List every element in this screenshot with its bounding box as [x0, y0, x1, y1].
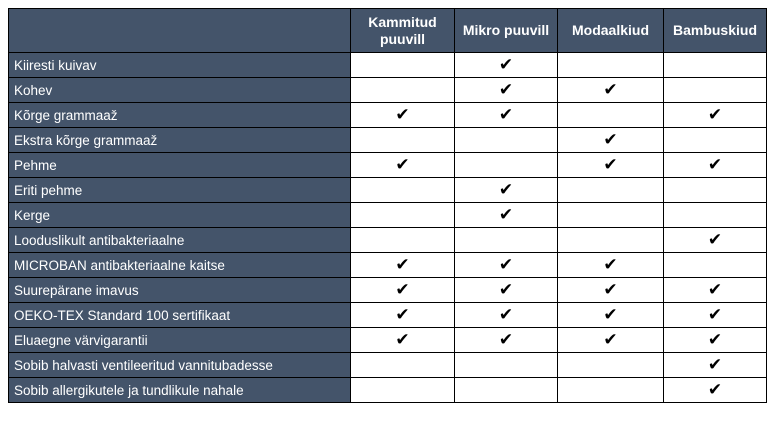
- row-label: Kõrge grammaaž: [9, 103, 351, 128]
- row-label: Looduslikult antibakteriaalne: [9, 228, 351, 253]
- column-header: Kammitud puuvill: [351, 9, 455, 53]
- checkmark-cell: [558, 328, 664, 353]
- checkmark-icon: ✔: [603, 280, 618, 300]
- empty-cell: [558, 378, 664, 403]
- row-label: Kerge: [9, 203, 351, 228]
- checkmark-icon: ✔: [498, 330, 514, 350]
- checkmark-cell: [351, 103, 455, 128]
- checkmark-icon: ✔: [707, 355, 723, 375]
- checkmark-icon: ✔: [603, 155, 618, 175]
- checkmark-cell: [558, 128, 664, 153]
- checkmark-icon: ✔: [395, 280, 410, 300]
- checkmark-cell: [351, 328, 455, 353]
- checkmark-icon: ✔: [707, 230, 723, 250]
- checkmark-cell: [455, 203, 558, 228]
- empty-cell: [455, 228, 558, 253]
- column-header: Bambuskiud: [664, 9, 767, 53]
- row-label: Suurepärane imavus: [9, 278, 351, 303]
- table-row: [9, 228, 767, 253]
- checkmark-cell: [558, 253, 664, 278]
- checkmark-icon: ✔: [498, 280, 514, 300]
- checkmark-icon: ✔: [603, 255, 618, 275]
- checkmark-cell: [558, 78, 664, 103]
- table-body: [9, 53, 767, 403]
- checkmark-icon: ✔: [603, 305, 618, 325]
- row-label: Sobib halvasti ventileeritud vannitubadesse: [9, 353, 351, 378]
- checkmark-icon: ✔: [498, 255, 514, 275]
- checkmark-cell: [664, 303, 767, 328]
- checkmark-cell: [455, 53, 558, 78]
- checkmark-cell: [455, 253, 558, 278]
- table-row: [9, 78, 767, 103]
- column-header: Modaalkiud: [558, 9, 664, 53]
- checkmark-cell: [455, 278, 558, 303]
- empty-cell: [351, 178, 455, 203]
- empty-cell: [455, 128, 558, 153]
- comparison-table-container: [8, 8, 767, 403]
- checkmark-icon: ✔: [707, 330, 723, 350]
- table-row: [9, 203, 767, 228]
- checkmark-icon: ✔: [498, 205, 514, 225]
- checkmark-icon: ✔: [395, 330, 410, 350]
- checkmark-cell: [455, 178, 558, 203]
- table-header-row: [9, 9, 767, 53]
- empty-cell: [664, 253, 767, 278]
- row-label: Kiiresti kuivav: [9, 53, 351, 78]
- row-label: MICROBAN antibakteriaalne kaitse: [9, 253, 351, 278]
- checkmark-cell: [664, 103, 767, 128]
- empty-cell: [558, 53, 664, 78]
- table-row: [9, 278, 767, 303]
- checkmark-cell: [351, 278, 455, 303]
- checkmark-icon: ✔: [498, 180, 514, 200]
- table-row: [9, 153, 767, 178]
- row-label: Sobib allergikutele ja tundlikule nahale: [9, 378, 351, 403]
- table-corner-cell: [9, 9, 351, 53]
- row-label: OEKO-TEX Standard 100 sertifikaat: [9, 303, 351, 328]
- empty-cell: [351, 353, 455, 378]
- comparison-table: [8, 8, 767, 403]
- empty-cell: [351, 203, 455, 228]
- checkmark-icon: ✔: [707, 305, 723, 325]
- table-row: [9, 128, 767, 153]
- empty-cell: [351, 78, 455, 103]
- empty-cell: [351, 128, 455, 153]
- empty-cell: [664, 78, 767, 103]
- table-row: [9, 328, 767, 353]
- checkmark-icon: ✔: [603, 330, 618, 350]
- checkmark-cell: [455, 78, 558, 103]
- checkmark-cell: [664, 378, 767, 403]
- checkmark-cell: [455, 328, 558, 353]
- table-row: [9, 53, 767, 78]
- table-row: [9, 303, 767, 328]
- checkmark-icon: ✔: [498, 105, 514, 125]
- checkmark-icon: ✔: [498, 80, 514, 100]
- checkmark-cell: [664, 153, 767, 178]
- checkmark-cell: [455, 303, 558, 328]
- checkmark-cell: [664, 353, 767, 378]
- checkmark-cell: [664, 278, 767, 303]
- empty-cell: [664, 203, 767, 228]
- empty-cell: [558, 178, 664, 203]
- checkmark-cell: [351, 153, 455, 178]
- checkmark-icon: ✔: [707, 280, 723, 300]
- empty-cell: [664, 178, 767, 203]
- checkmark-cell: [664, 328, 767, 353]
- checkmark-cell: [351, 253, 455, 278]
- checkmark-icon: ✔: [707, 380, 723, 400]
- checkmark-icon: ✔: [707, 155, 723, 175]
- empty-cell: [351, 228, 455, 253]
- checkmark-cell: [558, 153, 664, 178]
- checkmark-icon: ✔: [395, 155, 410, 175]
- row-label: Ekstra kõrge grammaaž: [9, 128, 351, 153]
- empty-cell: [558, 353, 664, 378]
- row-label: Eluaegne värvigarantii: [9, 328, 351, 353]
- table-row: [9, 353, 767, 378]
- table-row: [9, 253, 767, 278]
- empty-cell: [558, 228, 664, 253]
- table-row: [9, 103, 767, 128]
- row-label: Pehme: [9, 153, 351, 178]
- checkmark-icon: ✔: [707, 105, 723, 125]
- row-label: Eriti pehme: [9, 178, 351, 203]
- checkmark-cell: [558, 278, 664, 303]
- table-row: [9, 178, 767, 203]
- table-row: [9, 378, 767, 403]
- checkmark-icon: ✔: [395, 255, 410, 275]
- row-label: Kohev: [9, 78, 351, 103]
- checkmark-cell: [455, 103, 558, 128]
- empty-cell: [558, 203, 664, 228]
- empty-cell: [664, 53, 767, 78]
- column-header: Mikro puuvill: [455, 9, 558, 53]
- checkmark-icon: ✔: [395, 305, 410, 325]
- empty-cell: [351, 53, 455, 78]
- empty-cell: [558, 103, 664, 128]
- checkmark-icon: ✔: [395, 105, 410, 125]
- checkmark-icon: ✔: [498, 305, 514, 325]
- empty-cell: [664, 128, 767, 153]
- empty-cell: [455, 378, 558, 403]
- checkmark-icon: ✔: [498, 55, 514, 75]
- checkmark-cell: [351, 303, 455, 328]
- checkmark-icon: ✔: [603, 130, 618, 150]
- checkmark-cell: [558, 303, 664, 328]
- empty-cell: [455, 153, 558, 178]
- empty-cell: [351, 378, 455, 403]
- checkmark-cell: [664, 228, 767, 253]
- empty-cell: [455, 353, 558, 378]
- checkmark-icon: ✔: [603, 80, 618, 100]
